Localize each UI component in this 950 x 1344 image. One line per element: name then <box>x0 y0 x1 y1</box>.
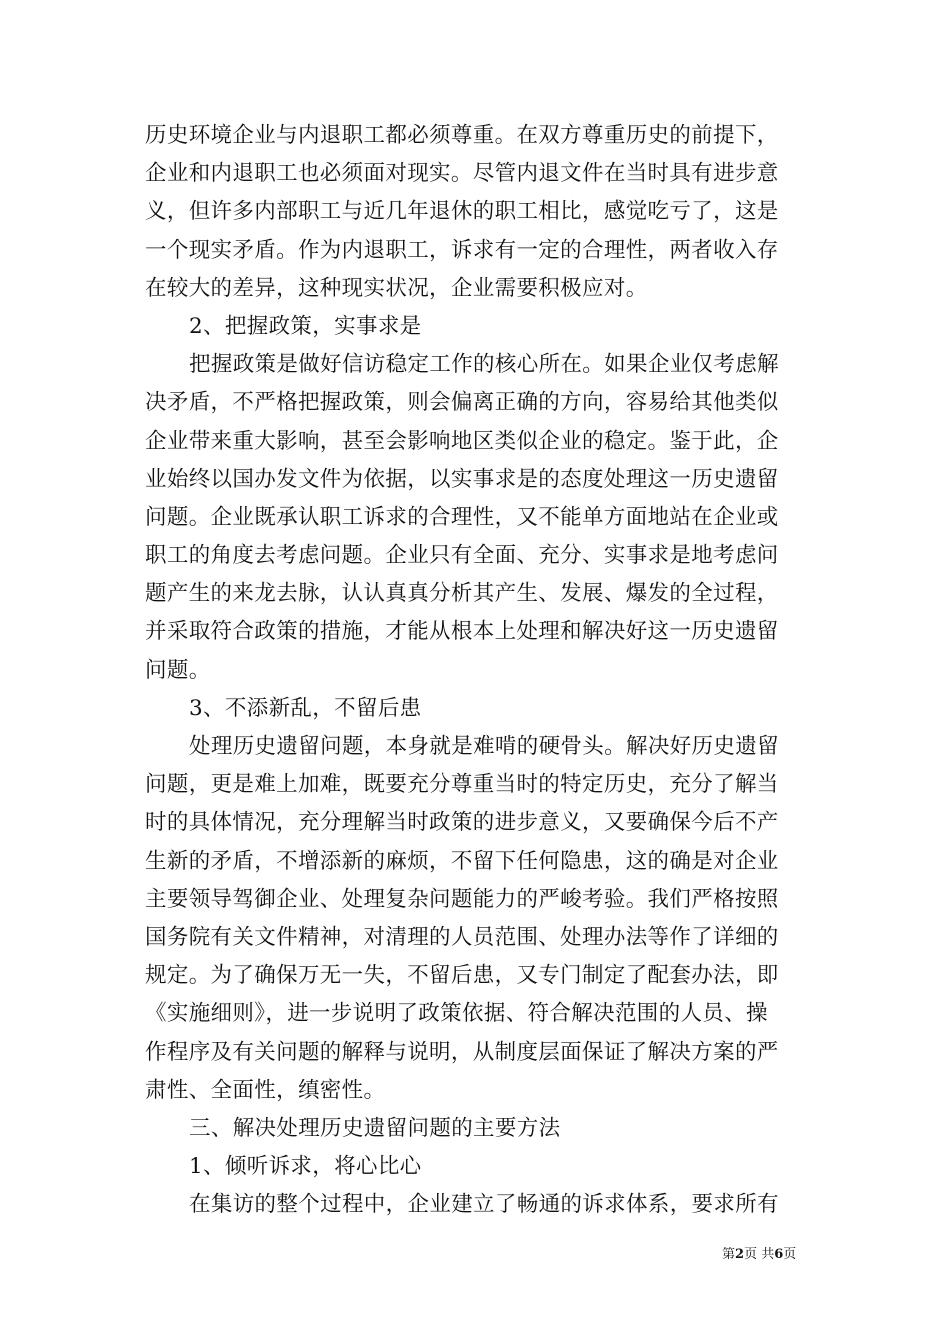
text-line: 企业和内退职工也必须面对现实。尽管内退文件在当时具有进步意 <box>145 161 779 187</box>
text-line: 在较大的差异，这种现实状况，企业需要积极应对。 <box>145 275 648 301</box>
text-line: 业始终以国办发文件为依据，以实事求是的态度处理这一历史遗留 <box>145 466 779 492</box>
text-line: 处理历史遗留问题，本身就是难啃的硬骨头。解决好历史遗留 <box>189 734 779 759</box>
text-line: 问题。企业既承认职工诉求的合理性，又不能单方面地站在企业或 <box>145 504 779 530</box>
text-line: 肃性、全面性，缜密性。 <box>145 1077 386 1103</box>
text-line: 企业带来重大影响，甚至会影响地区类似企业的稳定。鉴于此，企 <box>145 428 779 454</box>
text-line: 1、倾听诉求，将心比心 <box>189 1154 422 1180</box>
text-line: 国务院有关文件精神，对清理的人员范围、处理办法等作了详细的 <box>145 924 779 950</box>
text-line: 2、把握政策，实事求是 <box>189 313 422 339</box>
footer-suffix: 页 <box>783 1247 797 1262</box>
text-line: 三、解决处理历史遗留问题的主要方法 <box>189 1115 561 1141</box>
text-line: 问题。 <box>145 657 211 683</box>
text-line: 规定。为了确保万无一失，不留后患，又专门制定了配套办法，即 <box>145 963 779 989</box>
text-line: 题产生的来龙去脉，认认真真分析其产生、发展、爆发的全过程， <box>145 581 779 607</box>
text-line: 问题，更是难上加难，既要充分尊重当时的特定历史，充分了解当 <box>145 772 779 798</box>
text-line: 时的具体情况，充分理解当时政策的进步意义，又要确保今后不产 <box>145 810 779 836</box>
text-line: 《实施细则》，进一步说明了政策依据、符合解决范围的人员、操 <box>145 1001 768 1027</box>
text-line: 历史环境企业与内退职工都必须尊重。在双方尊重历史的前提下， <box>145 123 779 148</box>
text-line: 3、不添新乱，不留后患 <box>189 695 422 721</box>
text-line: 主要领导驾御企业、处理复杂问题能力的严峻考验。我们严格按照 <box>145 886 779 912</box>
document-body <box>145 117 810 1224</box>
page-footer <box>722 1246 796 1264</box>
footer-prefix: 第 <box>722 1247 736 1262</box>
text-line: 在集访的整个过程中，企业建立了畅通的诉求体系，要求所有 <box>189 1192 779 1218</box>
text-line: 义，但许多内部职工与近几年退休的职工相比，感觉吃亏了，这是 <box>145 199 779 225</box>
text-line: 并采取符合政策的措施，才能从根本上处理和解决好这一历史遗留 <box>145 619 779 645</box>
text-line: 生新的矛盾，不增添新的麻烦，不留下任何隐患，这的确是对企业 <box>145 848 779 874</box>
footer-total-pages: 6 <box>774 1247 784 1262</box>
footer-middle: 页 共 <box>744 1247 775 1262</box>
text-line: 一个现实矛盾。作为内退职工，诉求有一定的合理性，两者收入存 <box>145 237 779 263</box>
text-line: 把握政策是做好信访稳定工作的核心所在。如果企业仅考虑解 <box>189 352 779 378</box>
text-line: 作程序及有关问题的解释与说明，从制度层面保证了解决方案的严 <box>145 1039 779 1065</box>
text-line: 职工的角度去考虑问题。企业只有全面、充分、实事求是地考虑问 <box>145 543 779 569</box>
text-line: 决矛盾，不严格把握政策，则会偏离正确的方向，容易给其他类似 <box>145 390 779 416</box>
footer-current-page: 2 <box>735 1247 745 1262</box>
